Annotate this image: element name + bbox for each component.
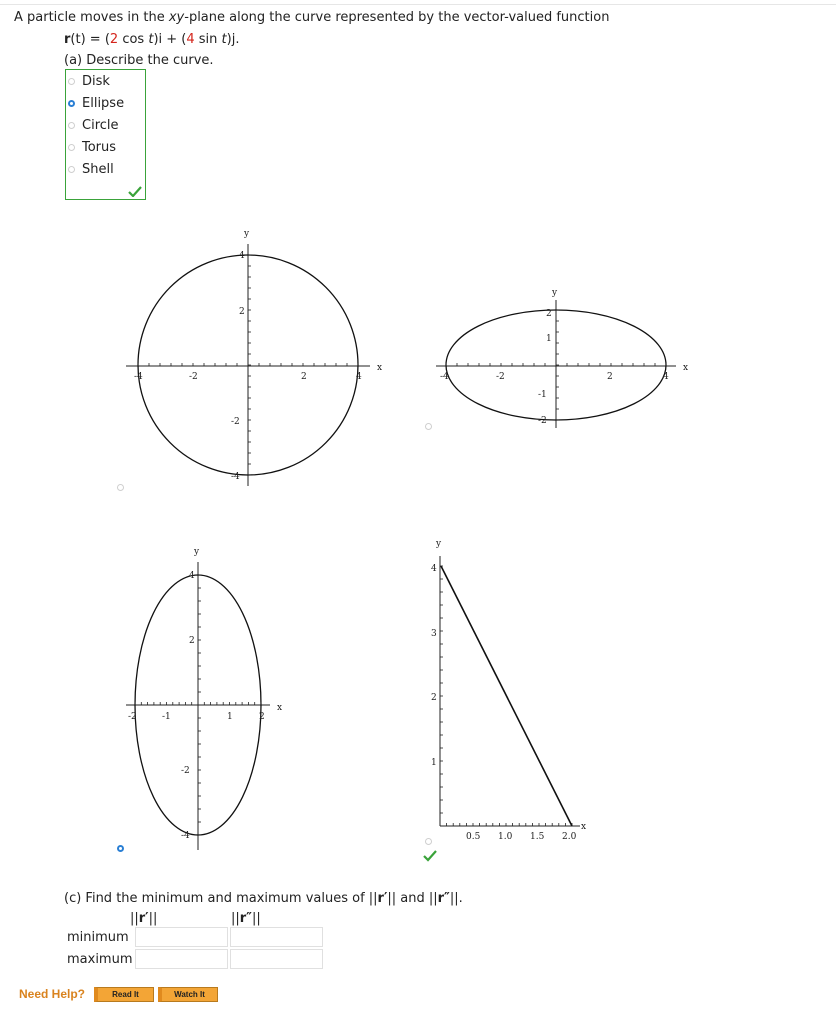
tick-y-2: 2 [189, 636, 195, 646]
tick-y-1: 1 [431, 758, 437, 768]
tick-x-4: 4 [663, 372, 669, 382]
need-help-label: Need Help? [19, 987, 86, 1001]
tick-y-4: 4 [189, 571, 195, 581]
tick-x-1-0: 1.0 [498, 832, 513, 842]
tick-x-neg2: -2 [128, 712, 137, 722]
y-axis-label: y [194, 547, 200, 557]
vector-function: r(t) = (2 cos t)i + (4 sin t)j. [64, 32, 240, 47]
part-c-prompt: (c) Find the minimum and maximum values of ||r′|| and ||r″||. [64, 891, 463, 906]
graph-horizontal-ellipse[interactable] [436, 288, 688, 428]
tick-y-neg4: -4 [181, 831, 190, 841]
tick-y-2: 2 [431, 693, 437, 703]
tick-y-2: 2 [546, 309, 552, 319]
option-disk[interactable]: Disk [66, 71, 110, 91]
x-axis-label: x [581, 822, 587, 832]
watch-it-button[interactable]: Watch It [158, 987, 218, 1002]
tick-x-0-5: 0.5 [466, 832, 481, 842]
tick-x-neg4: -4 [440, 372, 449, 382]
option-torus[interactable]: Torus [66, 137, 116, 157]
max-rdprime-input[interactable] [230, 949, 323, 969]
tick-y-4: 4 [431, 564, 437, 574]
part-a-label: (a) Describe the curve. [64, 53, 214, 68]
minimum-label: minimum [67, 930, 129, 945]
radio-graph-vertical-ellipse[interactable] [117, 845, 124, 852]
radio-graph-horizontal-ellipse[interactable] [425, 423, 432, 430]
tick-x-1-5: 1.5 [530, 832, 545, 842]
option-circle[interactable]: Circle [66, 115, 119, 135]
min-rprime-input[interactable] [135, 927, 228, 947]
option-shell[interactable]: Shell [66, 159, 114, 179]
tick-y-3: 3 [431, 629, 437, 639]
option-ellipse[interactable]: Ellipse [66, 93, 124, 113]
x-axis-label: x [377, 363, 383, 373]
max-rprime-input[interactable] [135, 949, 228, 969]
tick-y-2: 2 [239, 307, 245, 317]
tick-y-1: 1 [546, 334, 552, 344]
line-curve [441, 566, 572, 826]
tick-x-2: 2 [259, 712, 265, 722]
tick-x-neg1: -1 [162, 712, 171, 722]
min-rdprime-input[interactable] [230, 927, 323, 947]
tick-x-2-0: 2.0 [562, 832, 577, 842]
tick-y-neg2: -2 [538, 416, 547, 426]
radio-graph-line-segment[interactable] [425, 838, 432, 845]
tick-x-2: 2 [301, 372, 307, 382]
radio-graph-circle[interactable] [117, 484, 124, 491]
tick-x-4: 4 [356, 372, 362, 382]
tick-y-neg2: -2 [231, 417, 240, 427]
y-axis-label: y [436, 539, 442, 549]
tick-x-1: 1 [227, 712, 233, 722]
column-header-rprime: ||r′|| [130, 911, 158, 926]
tick-x-neg2: -2 [189, 372, 198, 382]
maximum-label: maximum [67, 952, 133, 967]
column-header-rdprime: ||r″|| [231, 911, 261, 926]
y-axis-label: y [244, 229, 250, 239]
tick-y-neg2: -2 [181, 766, 190, 776]
x-axis-label: x [683, 363, 689, 373]
graph-circle[interactable] [126, 229, 382, 486]
tick-x-neg2: -2 [496, 372, 505, 382]
tick-y-neg4: -4 [231, 472, 240, 482]
y-axis-label: y [552, 288, 558, 298]
check-icon [424, 851, 436, 860]
question-prompt: A particle moves in the xy-plane along the curve represented by the vector-valued function [14, 10, 610, 25]
tick-x-neg4: -4 [134, 372, 143, 382]
graph-line-segment[interactable] [431, 539, 586, 842]
tick-x-2: 2 [607, 372, 613, 382]
x-coefficient: 2 [109, 32, 119, 47]
tick-y-neg1: -1 [538, 390, 547, 400]
x-axis-label: x [277, 703, 283, 713]
graph-vertical-ellipse[interactable] [126, 547, 282, 850]
read-it-button[interactable]: Read It [94, 987, 154, 1002]
tick-y-4: 4 [239, 251, 245, 261]
y-coefficient: 4 [186, 32, 195, 47]
